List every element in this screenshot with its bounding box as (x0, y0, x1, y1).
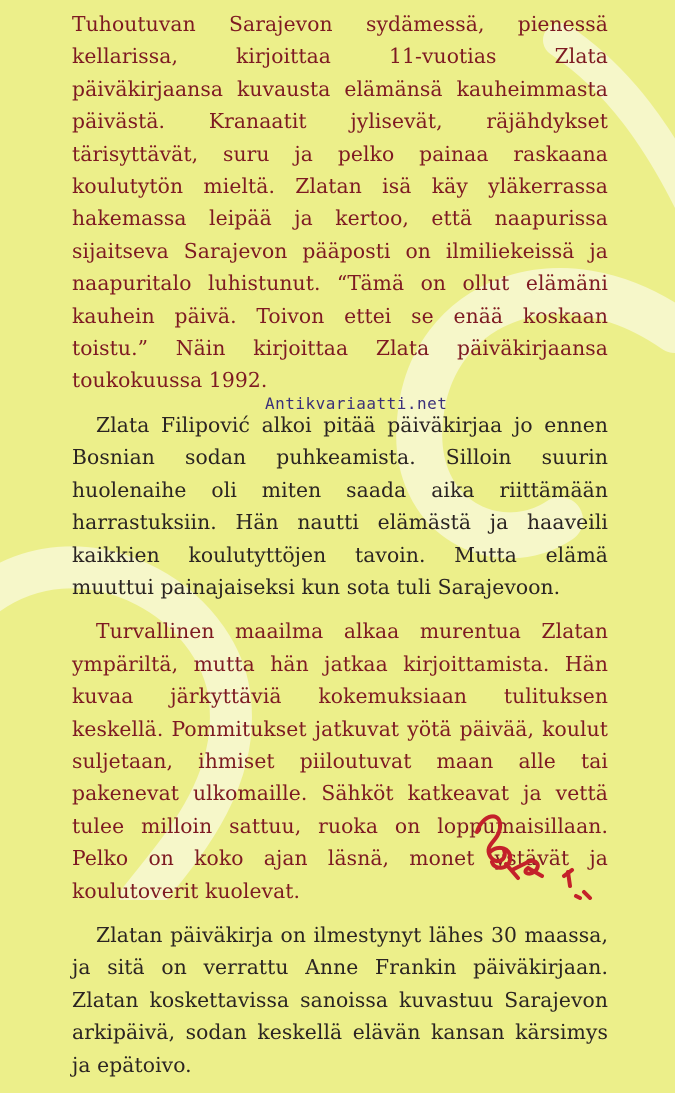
sticker-stroke-t (564, 870, 572, 886)
paragraph-war-experiences: Turvallinen maailma alkaa murentua Zlatan ympäriltä, mutta hän jatkaa kirjoittamista. Hän kuvaa järkyttäviä kokemuksiaan tulituksen keskellä. Pommitukset jatkuvat yötä päivää, koulut suljetaan, ihmiset piiloutuvat maan alle tai pakenevat ulkomaille. Sähköt katkeavat ja vettä tulee milloin sattuu, ruoka on loppumaisillaan. Pelko on koko ajan läsnä, monet ystävät ja koulutoverit kuolevat. (72, 619, 608, 903)
book-description-text (72, 8, 608, 1093)
paragraph-before-war: Zlata Filipović alkoi pitää päiväkirjaa jo ennen Bosnian sodan puhkeamista. Silloin suurin huolenaihe oli miten saada aika riittämään harrastuksiin. Hän nautti elämästä ja haaveili kaikkien koulutyttöjen tavoin. Mutta elämä muuttui painajaiseksi kun sota tuli Sarajevoon. (72, 412, 608, 599)
watermark: Antikvariaatti.net (265, 394, 448, 413)
paragraph-intro: Tuhoutuvan Sarajevon sydämessä, pienessä kellarissa, kirjoittaa 11-vuotias Zlata päiväkirjaansa kuvausta elämänsä kauheimmasta päivästä. Kranaatit jylisevät, räjähdykset tärisyttävät, suru ja pelko painaa raskaana koulutytön mieltä. Zlatan isä käy yläkerrassa hakemassa leipää ja kertoo, että naapurissa sijaitseva Sarajevon pääposti on ilmiliekeissä ja naapuritalo luhistunut. “Tämä on ollut elämäni kauhein päivä. Toivon ettei se enää koskaan toistu.” Näin kirjoittaa Zlata päiväkirjaansa toukokuussa 1992. (72, 12, 608, 393)
sticker-stroke-i (576, 892, 590, 898)
sticker-stroke-hook (477, 816, 505, 861)
paragraph-publication: Zlatan päiväkirja on ilmestynyt lähes 30 maassa, ja sitä on verrattu Anne Frankin päiväkirjaan. Zlatan koskettavissa sanoissa kuvastuu Sarajevon arkipäivä, sodan keskellä elävän kansan kärsimys ja epätoivo. (72, 922, 608, 1077)
red-handwritten-sticker-fragment (472, 800, 675, 900)
